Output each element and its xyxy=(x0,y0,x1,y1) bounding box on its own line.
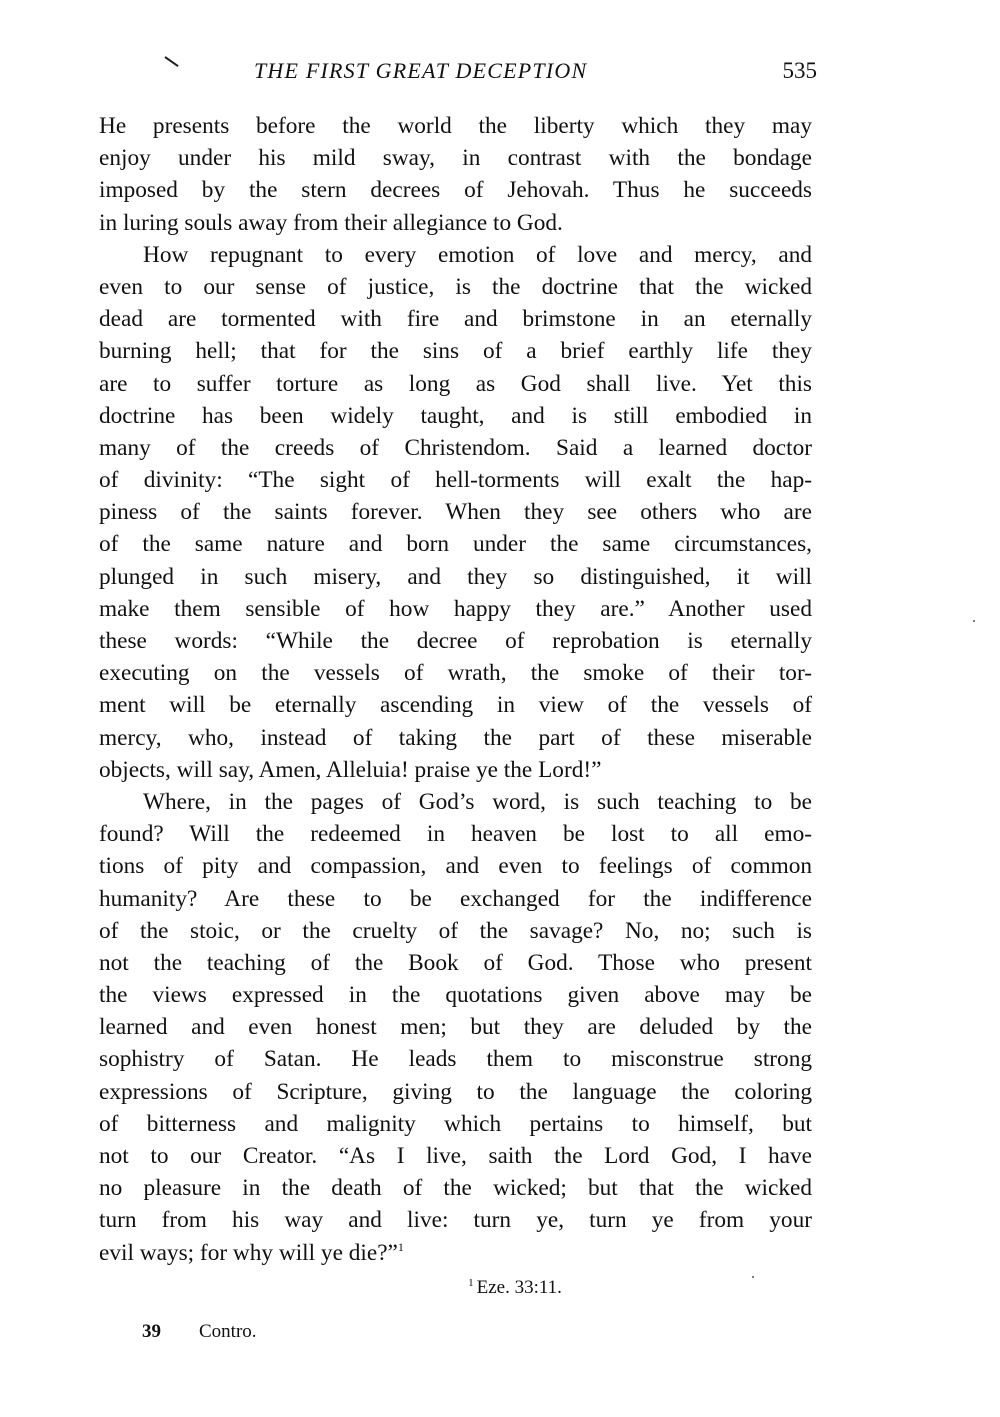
scan-mark xyxy=(164,56,178,67)
text-line: of bitterness and malignity which pertains to himself, but xyxy=(99,1110,812,1137)
text-line: evil ways; for why will ye die?” xyxy=(99,1239,398,1266)
text-line-with-footnote xyxy=(99,1237,812,1269)
text-line: of divinity: “The sight of hell-torments will exalt the hap- xyxy=(99,467,812,494)
text-line: no pleasure in the death of the wicked; but that the wicked xyxy=(99,1175,812,1202)
text-line: How repugnant to every emotion of love and mercy, and xyxy=(143,241,812,268)
text-line: humanity? Are these to be exchanged for the indifference xyxy=(99,885,812,912)
page-number: 535 xyxy=(782,58,817,83)
signature-number: 39 xyxy=(142,1321,161,1342)
text-line: of the same nature and born under the same circumstances, xyxy=(99,531,812,558)
signature-label: Contro. xyxy=(199,1321,257,1342)
text-line: sophistry of Satan. He leads them to misconstrue strong xyxy=(99,1046,812,1073)
text-line: of the stoic, or the cruelty of the savage? No, no; such is xyxy=(99,917,812,944)
running-title: THE FIRST GREAT DECEPTION xyxy=(254,58,588,83)
text-line: ment will be eternally ascending in view of the vessels of xyxy=(99,692,812,719)
text-line: make them sensible of how happy they are.” Another used xyxy=(99,595,812,622)
text-line: Where, in the pages of God’s word, is such teaching to be xyxy=(143,788,812,815)
footnote-reference: 1 xyxy=(397,1239,404,1254)
text-line: mercy, who, instead of taking the part of these miserable xyxy=(99,724,812,751)
text-line: imposed by the stern decrees of Jehovah. Thus he succeeds xyxy=(99,177,812,204)
footnote xyxy=(0,1277,1000,1299)
text-line: in luring souls away from their allegiance to God. xyxy=(99,209,563,236)
footnote-marker: 1 xyxy=(468,1276,474,1289)
text-line: objects, will say, Amen, Alleluia! praise ye the Lord!” xyxy=(99,756,602,783)
scan-speck xyxy=(973,620,975,622)
text-line: doctrine has been widely taught, and is still embodied in xyxy=(99,402,812,429)
text-line: not to our Creator. “As I live, saith the Lord God, I have xyxy=(99,1143,812,1169)
text-line: these words: “While the decree of reprobation is eternally xyxy=(99,628,812,654)
text-line: are to suffer torture as long as God shall live. Yet this xyxy=(99,370,812,397)
text-line: expressions of Scripture, giving to the language the coloring xyxy=(99,1078,812,1105)
text-line: He presents before the world the liberty which they may xyxy=(99,113,812,139)
text-line: tions of pity and compassion, and even to feelings of common xyxy=(99,853,812,880)
text-line: turn from his way and live: turn ye, turn ye from your xyxy=(99,1207,812,1234)
text-line: many of the creeds of Christendom. Said a learned doctor xyxy=(99,434,812,461)
text-line: executing on the vessels of wrath, the smoke of their tor- xyxy=(99,660,812,687)
text-line: not the teaching of the Book of God. Those who present xyxy=(99,949,812,976)
scan-speck xyxy=(752,1276,754,1278)
text-line: learned and even honest men; but they are deluded by the xyxy=(99,1014,812,1041)
printer-signature xyxy=(142,1321,257,1343)
text-line: enjoy under his mild sway, in contrast with the bondage xyxy=(99,145,812,172)
body-text xyxy=(99,110,812,1269)
text-line: found? Will the redeemed in heaven be lost to all emo- xyxy=(99,821,812,848)
text-line: piness of the saints forever. When they see others who are xyxy=(99,499,812,526)
text-line: burning hell; that for the sins of a brief earthly life they xyxy=(99,338,812,365)
text-line: dead are tormented with fire and brimstone in an eternally xyxy=(99,306,812,333)
text-line: even to our sense of justice, is the doctrine that the wicked xyxy=(99,273,812,300)
text-line: plunged in such misery, and they so distinguished, it will xyxy=(99,563,812,590)
text-line: the views expressed in the quotations given above may be xyxy=(99,982,812,1009)
footnote-text: Eze. 33:11. xyxy=(476,1277,562,1298)
